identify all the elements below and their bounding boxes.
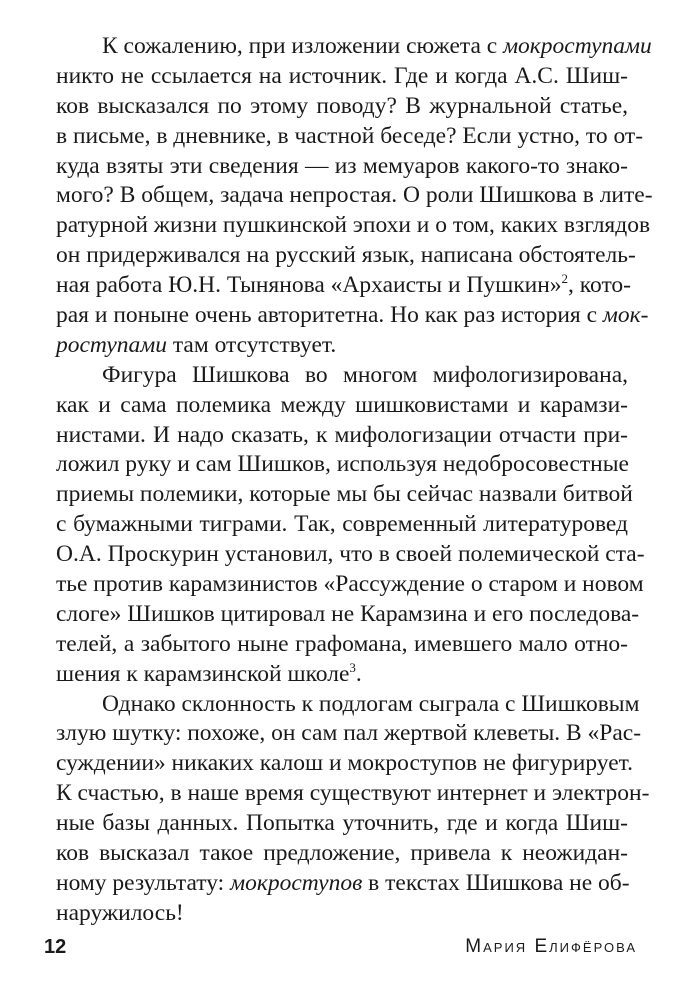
text-line xyxy=(56,480,633,510)
text-line xyxy=(56,391,628,421)
text-run: мого? В общем, задача непростая. О роли Шишкова в лите- xyxy=(56,182,653,209)
text-line xyxy=(56,899,628,929)
text-run: К сожалению, при изложении сюжета с xyxy=(102,33,504,59)
text-line xyxy=(56,630,628,660)
text-run: телей, а забытого ныне графомана, имевшего мало отно- xyxy=(56,630,628,657)
text-line xyxy=(56,540,645,570)
italic-run: мокроступов xyxy=(230,869,363,896)
text-line xyxy=(56,600,640,630)
text-run: он придерживался на русский язык, написана обстоятель- xyxy=(56,242,636,269)
text-run: куда взяты эти сведения — из мемуаров какого-то знако- xyxy=(56,152,628,179)
text-run: О.А. Проскурин установил, что в своей полемической ста- xyxy=(56,541,645,568)
text-run: нистами. И надо сказать, к мифологизации отчасти при- xyxy=(56,421,628,448)
footnote-ref: 3 xyxy=(349,659,356,675)
page-number: 12 xyxy=(44,936,67,958)
text-line xyxy=(56,62,628,92)
text-run: ному результату: xyxy=(56,869,231,896)
text-line xyxy=(56,211,651,241)
text-line xyxy=(56,92,628,122)
text-run: Фигура Шишкова во многом мифологизирована, xyxy=(102,361,628,388)
text-line xyxy=(56,809,628,839)
text-line xyxy=(56,570,644,600)
text-line xyxy=(56,271,631,301)
text-run: злую шутку: похоже, он сам пал жертвой клеветы. В «Рас- xyxy=(56,720,642,747)
text-run: с бумажными тиграми. Так, современный литературовед xyxy=(56,511,628,538)
footnote-ref: 2 xyxy=(561,271,569,287)
text-run: ков высказал такое предложение, привела к неожидан- xyxy=(56,840,628,867)
text-run: , кото- xyxy=(568,272,631,299)
text-run: слоге» Шишков цитировал не Карамзина и его последова- xyxy=(56,600,640,627)
text-line xyxy=(56,719,642,749)
text-line xyxy=(56,122,644,152)
text-run: в письме, в дневнике, в частной беседе? Если устно, то от- xyxy=(56,122,644,149)
text-line xyxy=(56,450,628,480)
text-line xyxy=(56,181,653,211)
italic-run: роступами xyxy=(56,331,167,358)
text-line xyxy=(56,361,628,391)
text-line xyxy=(56,510,628,540)
page-footer xyxy=(44,932,637,962)
text-run: ков высказался по этому поводу? В журнальной статье, xyxy=(56,92,628,119)
text-run: никто не ссылается на источник. Где и когда А.С. Шиш- xyxy=(56,62,628,89)
text-line xyxy=(56,421,628,451)
text-run: ратурной жизни пушкинской эпохи и о том, каких взглядов xyxy=(56,212,651,239)
main-text xyxy=(56,32,653,929)
text-line xyxy=(56,690,640,720)
text-line xyxy=(56,660,628,690)
text-run: . xyxy=(355,660,362,687)
text-run: как и сама полемика между шишковистами и карамзи- xyxy=(56,391,628,418)
text-run: Однако склонность к подлогам сыграла с Шишковым xyxy=(102,690,640,717)
text-run: там отсутствует. xyxy=(167,331,337,358)
text-line xyxy=(56,779,650,809)
text-line xyxy=(56,301,649,331)
text-run: ная работа Ю.Н. Тынянова «Архаисты и Пушкин» xyxy=(56,272,562,299)
text-line xyxy=(56,869,628,899)
text-line xyxy=(56,152,628,182)
text-run: шения к карамзинской школе xyxy=(56,660,350,687)
text-run: приемы полемики, которые мы бы сейчас назвали битвой xyxy=(56,481,633,508)
text-run: ложил руку и сам Шишков, используя недобросовестные xyxy=(56,451,629,478)
text-line xyxy=(56,32,652,62)
text-line xyxy=(56,749,634,779)
text-run: рая и поныне очень авторитетна. Но как раз история с xyxy=(56,302,603,329)
text-run: тье против карамзинистов «Рассуждение о старом и новом xyxy=(56,571,644,598)
text-run: наружилось! xyxy=(56,899,184,926)
running-author: Мария Елифёрова xyxy=(465,936,637,957)
text-run: суждении» никаких калош и мокроступов не фигурирует. xyxy=(56,750,634,777)
text-line xyxy=(56,331,628,361)
italic-run: мок- xyxy=(602,302,649,329)
text-run: К счастью, в наше время существуют интернет и электрон- xyxy=(56,780,650,807)
italic-run: мокроступами xyxy=(503,33,652,59)
text-line xyxy=(56,241,636,271)
text-run: в текстах Шишкова не об- xyxy=(362,869,630,896)
text-line xyxy=(56,839,628,869)
text-run: ные базы данных. Попытка уточнить, где и когда Шиш- xyxy=(56,810,628,837)
